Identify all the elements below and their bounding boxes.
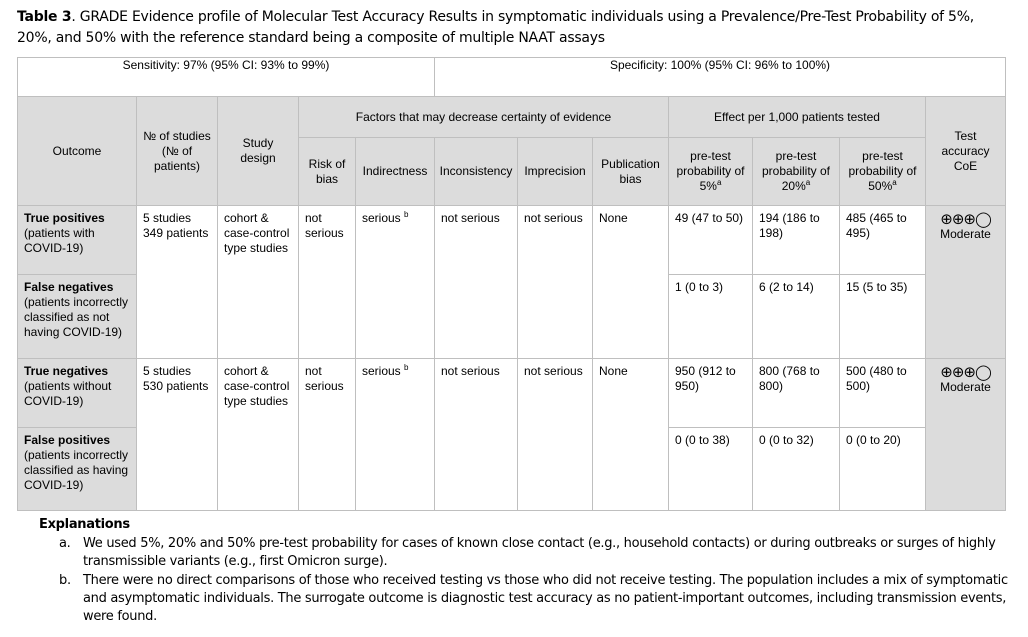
indirectness-text: serious bbox=[362, 364, 401, 378]
header-pretest-50-text: pre-test probability of 50% bbox=[848, 149, 917, 193]
study-design-cell: cohort & case-control type studies bbox=[218, 206, 299, 359]
header-pretest-5-text: pre-test probability of 5% bbox=[676, 149, 745, 193]
effect-50-cell: 500 (480 to 500) bbox=[840, 359, 926, 428]
header-indirectness: Indirectness bbox=[356, 138, 435, 206]
inconsistency-cell: not serious bbox=[435, 359, 518, 511]
summary-row bbox=[18, 58, 1006, 97]
footnote-marker: a bbox=[716, 178, 722, 187]
header-num-studies: № of studies (№ of patients) bbox=[137, 97, 218, 206]
header-effect-group: Effect per 1,000 patients tested bbox=[669, 97, 926, 138]
risk-of-bias-cell: not serious bbox=[299, 206, 356, 359]
effect-20-cell: 194 (186 to 198) bbox=[753, 206, 840, 275]
effect-50-cell: 15 (5 to 35) bbox=[840, 275, 926, 359]
effect-5-cell: 1 (0 to 3) bbox=[669, 275, 753, 359]
effect-5-cell: 0 (0 to 38) bbox=[669, 428, 753, 511]
header-imprecision: Imprecision bbox=[518, 138, 593, 206]
outcome-name: True negatives bbox=[24, 364, 109, 378]
effect-20-cell: 0 (0 to 32) bbox=[753, 428, 840, 511]
outcome-desc: (patients incorrectly classified as having COVID-19) bbox=[24, 448, 129, 492]
explanation-item bbox=[39, 572, 1019, 626]
coe-label: Moderate bbox=[940, 227, 991, 241]
table-row bbox=[18, 206, 1006, 275]
coe-label: Moderate bbox=[940, 380, 991, 394]
coe-cell bbox=[926, 359, 1006, 511]
header-pretest-5 bbox=[669, 138, 753, 206]
table-caption bbox=[17, 7, 1007, 49]
footnote-marker: b bbox=[404, 210, 409, 219]
header-pretest-20 bbox=[753, 138, 840, 206]
outcome-name: False negatives bbox=[24, 280, 114, 294]
explanation-text: We used 5%, 20% and 50% pre-test probability for cases of known close contact (e.g., household contacts) or during outbreaks or surges of highly transmissible variants (e.g., first Omicron surge). bbox=[83, 536, 996, 569]
inconsistency-cell: not serious bbox=[435, 206, 518, 359]
outcome-desc: (patients with COVID-19) bbox=[24, 226, 95, 255]
footnote-marker: a bbox=[892, 178, 897, 187]
table-row bbox=[18, 359, 1006, 428]
header-inconsistency: Inconsistency bbox=[435, 138, 518, 206]
certainty-rating-icon: ⊕⊕⊕◯ bbox=[940, 210, 991, 228]
header-risk-of-bias: Risk of bias bbox=[299, 138, 356, 206]
header-publication-bias: Publication bias bbox=[593, 138, 669, 206]
explanations bbox=[39, 516, 1019, 626]
certainty-rating-icon: ⊕⊕⊕◯ bbox=[940, 363, 991, 381]
caption-text: . GRADE Evidence profile of Molecular Test Accuracy Results in symptomatic individuals using a Prevalence/Pre-Test Probability of 5%, 20%, and 50% with the reference standard being a composite of multiple NAAT assays bbox=[17, 9, 974, 46]
outcome-name: True positives bbox=[24, 211, 105, 225]
outcome-cell bbox=[18, 359, 137, 428]
header-coe: Test accuracy CoE bbox=[926, 97, 1006, 206]
header-pretest-50 bbox=[840, 138, 926, 206]
risk-of-bias-cell: not serious bbox=[299, 359, 356, 511]
indirectness-cell bbox=[356, 206, 435, 359]
publication-bias-cell: None bbox=[593, 359, 669, 511]
caption-label: Table 3 bbox=[17, 9, 72, 25]
explanation-label: b. bbox=[59, 573, 71, 588]
effect-5-cell: 49 (47 to 50) bbox=[669, 206, 753, 275]
effect-20-cell: 800 (768 to 800) bbox=[753, 359, 840, 428]
imprecision-cell: not serious bbox=[518, 206, 593, 359]
sensitivity-cell: Sensitivity: 97% (95% CI: 93% to 99%) bbox=[18, 58, 435, 97]
outcome-cell bbox=[18, 206, 137, 275]
outcome-cell bbox=[18, 275, 137, 359]
outcome-name: False positives bbox=[24, 433, 111, 447]
indirectness-cell bbox=[356, 359, 435, 511]
explanations-title: Explanations bbox=[39, 517, 130, 532]
outcome-desc: (patients incorrectly classified as not having COVID-19) bbox=[24, 295, 129, 339]
footnote-marker: a bbox=[805, 178, 811, 187]
explanation-text: There were no direct comparisons of those who received testing vs those who did not receive testing. The population includes a mix of symptomatic and asymptomatic individuals. The surrogate outcome is diagnostic test accuracy as no patient-important outcomes, including transmission events, were found. bbox=[83, 573, 1008, 624]
header-row-group bbox=[18, 97, 1006, 138]
header-factors-group: Factors that may decrease certainty of evidence bbox=[299, 97, 669, 138]
effect-50-cell: 0 (0 to 20) bbox=[840, 428, 926, 511]
explanation-label: a. bbox=[59, 536, 71, 551]
outcome-cell bbox=[18, 428, 137, 511]
coe-cell bbox=[926, 206, 1006, 359]
num-studies-cell: 5 studies 530 patients bbox=[137, 359, 218, 511]
effect-50-cell: 485 (465 to 495) bbox=[840, 206, 926, 275]
grade-evidence-table bbox=[17, 57, 1006, 511]
specificity-cell: Specificity: 100% (95% CI: 96% to 100%) bbox=[435, 58, 1006, 97]
effect-5-cell: 950 (912 to 950) bbox=[669, 359, 753, 428]
header-outcome: Outcome bbox=[18, 97, 137, 206]
publication-bias-cell: None bbox=[593, 206, 669, 359]
indirectness-text: serious bbox=[362, 211, 401, 225]
imprecision-cell: not serious bbox=[518, 359, 593, 511]
effect-20-cell: 6 (2 to 14) bbox=[753, 275, 840, 359]
explanation-item bbox=[39, 535, 1019, 571]
footnote-marker: b bbox=[404, 363, 409, 372]
num-studies-cell: 5 studies 349 patients bbox=[137, 206, 218, 359]
study-design-cell: cohort & case-control type studies bbox=[218, 359, 299, 511]
header-study-design: Study design bbox=[218, 97, 299, 206]
outcome-desc: (patients without COVID-19) bbox=[24, 379, 112, 408]
header-pretest-20-text: pre-test probability of 20% bbox=[761, 149, 831, 193]
